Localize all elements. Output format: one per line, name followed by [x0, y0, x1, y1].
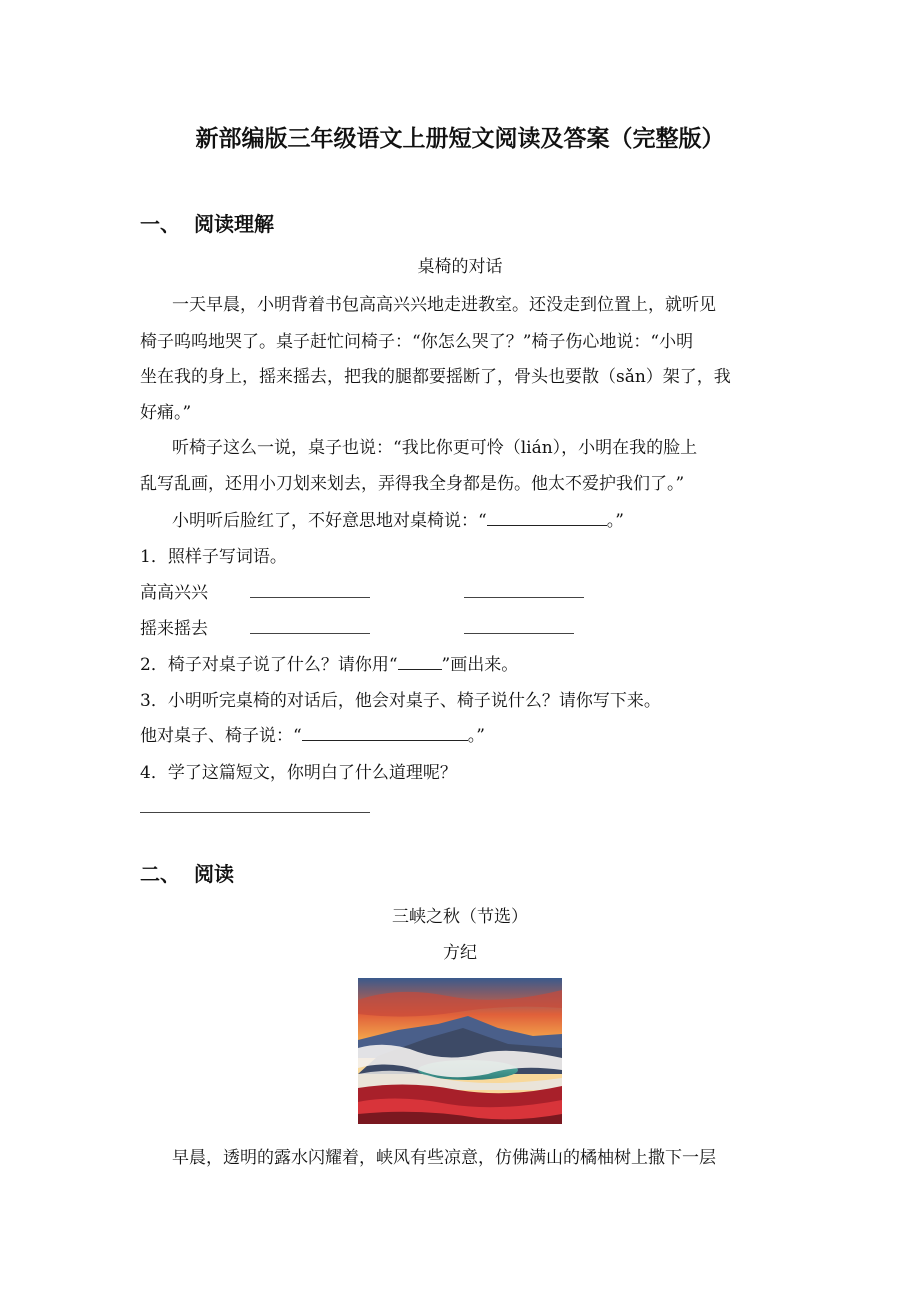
story-title: 三峡之秋（节选） [392, 907, 528, 927]
answer-line[interactable] [250, 597, 370, 598]
section-heading-2 [140, 858, 234, 887]
document-title: 新部编版三年级语文上册短文阅读及答案（完整版） [195, 126, 725, 152]
answer-prompt: 他对桌子、椅子说：“ [140, 726, 302, 746]
paragraph-line: 坐在我的身上，摇来摇去，把我的腿都要摇断了，骨头也要散（sǎn）架了，我 [140, 367, 731, 387]
section-title: 阅读 [194, 862, 234, 886]
paragraph-text: 。” [606, 511, 624, 531]
answer-line[interactable] [140, 812, 370, 813]
question-4: 4．学了这篇短文，你明白了什么道理呢？ [140, 763, 457, 783]
question-text: ”画出来。 [441, 655, 519, 675]
answer-line[interactable] [464, 633, 574, 634]
paragraph-line: 听椅子这么一说，桌子也说：“我比你更可怜（lián），小明在我的脸上 [172, 438, 698, 458]
section-number: 一、 [140, 212, 180, 236]
answer-blank[interactable] [302, 726, 468, 741]
question-3: 3．小明听完桌椅的对话后，他会对桌子、椅子说什么？请你写下来。 [140, 691, 661, 711]
section-number: 二、 [140, 862, 180, 886]
section-title: 阅读理解 [194, 212, 274, 236]
question-1: 1．照样子写词语。 [140, 547, 287, 567]
paragraph-line: 椅子呜呜地哭了。桌子赶忙问椅子：“你怎么哭了？”椅子伤心地说：“小明 [140, 332, 694, 352]
question-text: 2．椅子对桌子说了什么？请你用“ [140, 655, 398, 675]
paragraph-line: 乱写乱画，还用小刀划来划去，弄得我全身都是伤。他太不爱护我们了。” [140, 474, 685, 494]
answer-blank[interactable] [487, 511, 607, 526]
paragraph-line: 一天早晨，小明背着书包高高兴兴地走进教室。还没走到位置上，就听见 [172, 295, 716, 315]
section-heading-1 [140, 208, 274, 237]
paragraph-line-with-blank [172, 506, 624, 531]
question-2 [140, 650, 518, 675]
paragraph-text: 小明听后脸红了，不好意思地对桌椅说：“ [172, 511, 487, 531]
word-example: 高高兴兴 [140, 583, 208, 603]
story-author: 方纪 [443, 943, 477, 963]
word-example: 摇来摇去 [140, 619, 208, 639]
paragraph-line: 早晨，透明的露水闪耀着，峡风有些凉意，仿佛满山的橘柚树上撒下一层 [172, 1148, 716, 1168]
paragraph-line: 好痛。” [140, 403, 192, 423]
three-gorges-autumn-photo [358, 978, 562, 1124]
answer-suffix: 。” [467, 726, 485, 746]
story-title: 桌椅的对话 [417, 257, 503, 277]
underline-sample [398, 655, 442, 670]
answer-line[interactable] [250, 633, 370, 634]
answer-line-q3 [140, 721, 485, 746]
answer-line[interactable] [464, 597, 584, 598]
